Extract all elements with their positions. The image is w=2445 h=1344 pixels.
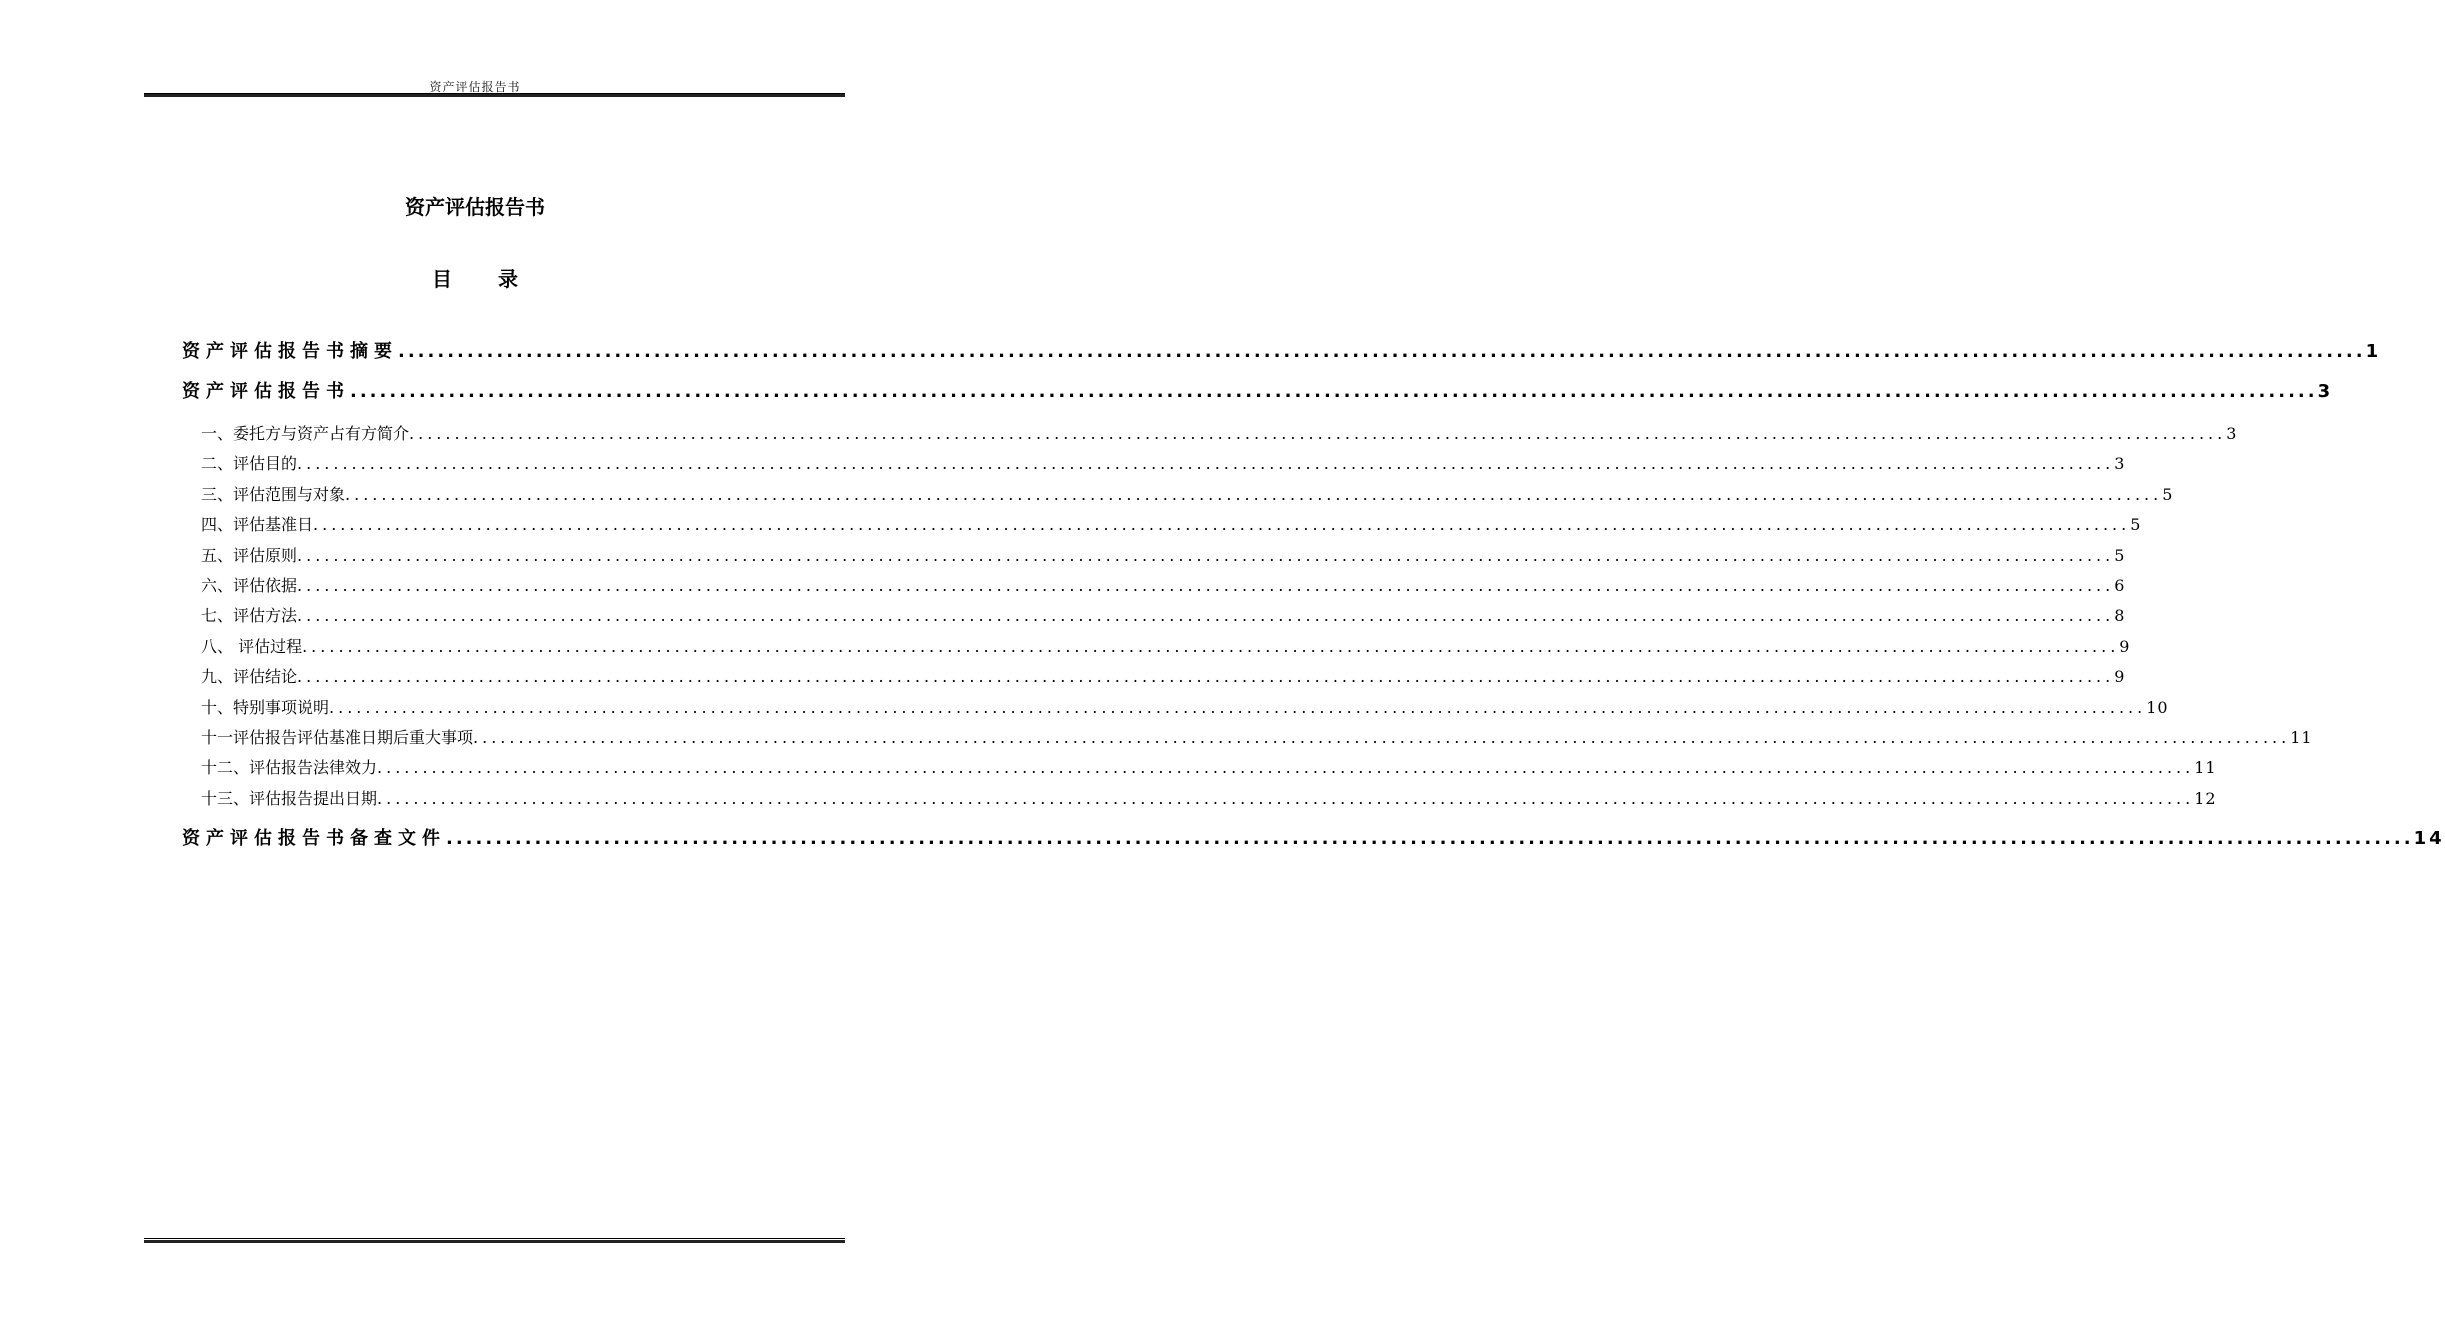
toc-page-number: 6 bbox=[2114, 576, 2126, 595]
footer-rule bbox=[144, 1238, 845, 1243]
toc-page-number: 5 bbox=[2130, 515, 2142, 534]
toc-leader-dots: ........................................................................................................................................................................................................ bbox=[377, 789, 2195, 808]
toc-entry bbox=[182, 633, 2131, 661]
toc-page-number: 10 bbox=[2146, 698, 2169, 717]
toc-entry bbox=[182, 420, 2238, 448]
toc-entry bbox=[182, 663, 2126, 691]
running-header: 资产评估报告书 bbox=[429, 80, 521, 94]
toc-page-number: 5 bbox=[2162, 485, 2174, 504]
toc-page-number: 3 bbox=[2317, 381, 2334, 402]
toc-heading bbox=[0, 263, 950, 292]
toc-entry-label: 十一评估报告评估基准日期后重大事项 bbox=[201, 728, 474, 747]
toc-leader-dots: ........................................................................................................................................................................................................ bbox=[409, 424, 2227, 443]
toc-leader-dots: ........................................................................................................................................................................................................ bbox=[345, 485, 2163, 504]
toc-leader-dots: ........................................................................................................................................................................................................ bbox=[473, 728, 2291, 747]
toc-entry-label: 资产评估报告书备查文件 bbox=[182, 828, 446, 849]
toc-page-number: 9 bbox=[2119, 637, 2131, 656]
toc-page-number: 11 bbox=[2194, 758, 2217, 777]
toc-page-number: 5 bbox=[2114, 546, 2126, 565]
toc-entry bbox=[182, 377, 2334, 407]
toc-entry bbox=[182, 450, 2126, 478]
toc-leader-dots: ........................................................................................................................................................................................................ bbox=[350, 381, 2318, 402]
toc-entry-label: 八、 评估过程 bbox=[201, 637, 303, 656]
toc-entry bbox=[182, 511, 2142, 539]
toc-entry-label: 六、评估依据 bbox=[201, 576, 298, 595]
toc-leader-dots: ........................................................................................................................................................................................................ bbox=[297, 546, 2115, 565]
toc-entry bbox=[182, 724, 2313, 752]
toc-leader-dots: ........................................................................................................................................................................................................ bbox=[297, 454, 2115, 473]
toc-entry-label: 十二、评估报告法律效力 bbox=[201, 758, 378, 777]
toc-page-number: 9 bbox=[2114, 667, 2126, 686]
toc-heading-left: 目 bbox=[432, 267, 452, 291]
toc-leader-dots: ........................................................................................................................................................................................................ bbox=[398, 341, 2366, 362]
toc-leader-dots: ........................................................................................................................................................................................................ bbox=[446, 828, 2414, 849]
toc-entry-label: 七、评估方法 bbox=[201, 606, 298, 625]
toc-leader-dots: ........................................................................................................................................................................................................ bbox=[313, 515, 2131, 534]
toc-entry bbox=[182, 785, 2217, 813]
header-rule bbox=[144, 93, 845, 97]
toc-entry bbox=[182, 542, 2126, 570]
toc-entry-label: 一、委托方与资产占有方简介 bbox=[201, 424, 410, 443]
toc-entry-label: 资产评估报告书 bbox=[182, 381, 350, 402]
toc-leader-dots: ........................................................................................................................................................................................................ bbox=[302, 637, 2120, 656]
toc-heading-right: 录 bbox=[498, 267, 518, 291]
toc-page-number: 8 bbox=[2114, 606, 2126, 625]
toc-entry-label: 三、评估范围与对象 bbox=[201, 485, 346, 504]
toc-page-number: 11 bbox=[2290, 728, 2313, 747]
toc-page-number: 14 bbox=[2413, 828, 2445, 849]
toc-page-number: 1 bbox=[2365, 341, 2382, 362]
toc-entry bbox=[182, 694, 2169, 722]
toc-entry-label: 四、评估基准日 bbox=[201, 515, 314, 534]
toc-leader-dots: ........................................................................................................................................................................................................ bbox=[329, 698, 2147, 717]
toc-entry bbox=[182, 754, 2217, 782]
toc-leader-dots: ........................................................................................................................................................................................................ bbox=[377, 758, 2195, 777]
document-title: 资产评估报告书 bbox=[405, 195, 545, 219]
toc-entry-label: 二、评估目的 bbox=[201, 454, 298, 473]
toc-page-number: 3 bbox=[2114, 454, 2126, 473]
toc-page-number: 3 bbox=[2226, 424, 2238, 443]
toc-entry bbox=[182, 602, 2126, 630]
toc-entry bbox=[182, 337, 2382, 367]
toc-entry bbox=[182, 824, 2445, 854]
toc-page-number: 12 bbox=[2194, 789, 2217, 808]
toc-entry bbox=[182, 481, 2174, 509]
toc-entry bbox=[182, 572, 2126, 600]
toc-leader-dots: ........................................................................................................................................................................................................ bbox=[297, 667, 2115, 686]
toc-entry-label: 十三、评估报告提出日期 bbox=[201, 789, 378, 808]
toc-entry-label: 五、评估原则 bbox=[201, 546, 298, 565]
toc-leader-dots: ........................................................................................................................................................................................................ bbox=[297, 606, 2115, 625]
toc-entry-label: 十、特别事项说明 bbox=[201, 698, 330, 717]
toc-entry-label: 资产评估报告书摘要 bbox=[182, 341, 398, 362]
toc-entry-label: 九、评估结论 bbox=[201, 667, 298, 686]
toc-leader-dots: ........................................................................................................................................................................................................ bbox=[297, 576, 2115, 595]
